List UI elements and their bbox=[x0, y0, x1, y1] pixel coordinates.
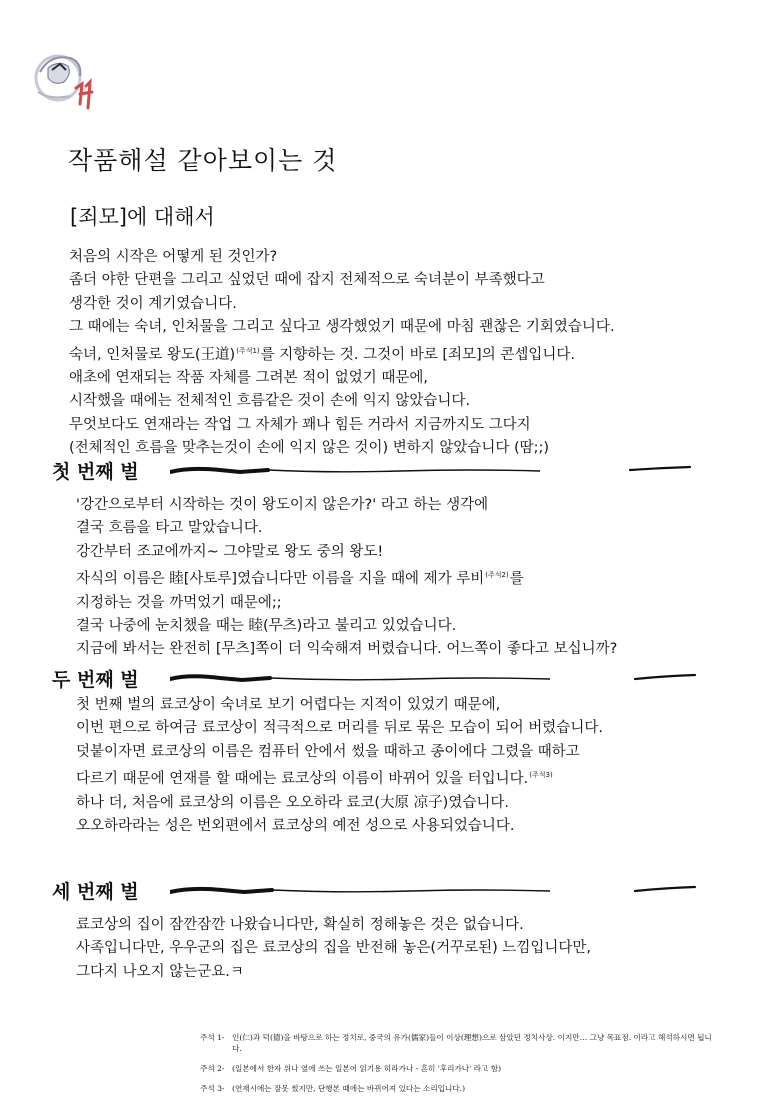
text-line: 료코상의 집이 잠깐잠깐 나왔습니다만, 확실히 정해놓은 것은 없습니다. bbox=[76, 917, 524, 933]
text-line: 시작했을 때에는 전체적인 흐름같은 것이 손에 익지 않았습니다. bbox=[69, 393, 471, 410]
text-line: 덧붙이자면 료코상의 이름은 컴퓨터 안에서 썼을 때하고 종이에다 그렸을 때하고 bbox=[76, 743, 580, 760]
text-line bbox=[76, 564, 617, 591]
page-subtitle: [죄모]에 대해서 bbox=[70, 205, 215, 229]
text-line bbox=[76, 764, 603, 791]
section-2-text bbox=[76, 694, 603, 838]
text-line: 첫 번째 벌의 료코상이 숙녀로 보기 어렵다는 지적이 있었기 때문에, bbox=[76, 697, 501, 713]
text-line: 그다지 나오지 않는군요.ㅋ bbox=[76, 963, 244, 980]
footnote-text: (일본에서 한자 위나 옆에 쓰는 일본어 읽기용 히라가나 - 흔히 '후리가나' 라고 함) bbox=[232, 1064, 502, 1073]
text-line: 결국 나중에 눈치챘을 때는 睦(무츠)라고 불리고 있었습니다. bbox=[76, 618, 457, 635]
text-segment: 를 bbox=[509, 571, 524, 588]
footnotes bbox=[200, 1032, 720, 1094]
text-line: 하나 더, 처음에 료코상의 이름은 오오하라 료코(大原 凉子)였습니다. bbox=[76, 794, 509, 811]
text-line: 좀더 야한 단편을 그리고 싶었던 때에 잡지 전체적으로 숙녀분이 부족했다고 bbox=[69, 272, 545, 289]
footnote-1 bbox=[200, 1032, 720, 1054]
footnote-marker-2: (주석2) bbox=[485, 571, 509, 580]
footnote-label: 주석 1- bbox=[200, 1033, 225, 1042]
section-heading-label: 첫 번째 벌 bbox=[52, 461, 139, 483]
text-line: 지정하는 것을 까먹었기 때문에;; bbox=[76, 594, 282, 611]
text-line: 무엇보다도 연재라는 작업 그 자체가 꽤나 힘든 거라서 지금까지도 그다지 bbox=[69, 416, 531, 433]
text-line: (전체적인 흐름을 맞추는것이 손에 익지 않은 것이) 변하지 않았습니다 (땀;;) bbox=[69, 440, 550, 457]
text-segment: 를 지향하는 것. 그것이 바로 [죄모]의 콘셉입니다. bbox=[260, 346, 575, 363]
footnote-label: 주석 2- bbox=[200, 1064, 225, 1073]
section-heading-label: 두 번째 벌 bbox=[52, 669, 139, 691]
footnote-text: (연재시에는 잘못 썼지만, 단행본 때에는 바뀌어져 있다는 소리입니다.) bbox=[232, 1084, 466, 1093]
text-line: 사족입니다만, 우우군의 집은 료코상의 집을 반전해 놓은(거꾸로된) 느낌입니다만, bbox=[76, 940, 592, 957]
text-line: 이번 편으로 하여금 료코상이 적극적으로 머리를 뒤로 묶은 모습이 되어 버렸습니다. bbox=[76, 720, 603, 737]
text-segment: 자식의 이름은 睦[사토루]였습니다만 이름을 지을 때에 제가 루비 bbox=[76, 571, 485, 588]
text-line: 애초에 연재되는 작품 자체를 그려본 적이 없었기 때문에, bbox=[69, 370, 429, 387]
brush-stroke-divider bbox=[170, 883, 700, 899]
footnote-label: 주석 3- bbox=[200, 1084, 225, 1093]
text-line: '강간으로부터 시작하는 것이 왕도이지 않은가?' 라고 하는 생각에 bbox=[76, 497, 489, 513]
footnote-2 bbox=[200, 1063, 720, 1074]
text-line: 지금에 봐서는 완전히 [무츠]쪽이 더 익숙해져 버렸습니다. 어느쪽이 좋다고 보십니까? bbox=[76, 641, 618, 658]
section-heading-2 bbox=[52, 665, 652, 693]
text-segment: 숙녀, 인처물로 왕도(王道) bbox=[69, 346, 236, 363]
footnote-marker-1: (주석1) bbox=[236, 346, 260, 355]
section-heading-label: 세 번째 벌 bbox=[52, 881, 139, 903]
text-line bbox=[69, 340, 615, 367]
footnote-3 bbox=[200, 1083, 720, 1094]
section-heading-1 bbox=[52, 457, 652, 485]
logo-emblem bbox=[30, 48, 108, 118]
text-segment: 다르기 때문에 연재를 할 때에는 료코상의 이름이 바뀌어 있을 터입니다. bbox=[76, 771, 529, 788]
text-line: 그 때에는 숙녀, 인처물을 그리고 싶다고 생각했었기 때문에 마침 괜찮은 기회였습니다. bbox=[69, 319, 615, 336]
text-line: 처음의 시작은 어떻게 된 것인가? bbox=[69, 249, 278, 265]
intro-text bbox=[69, 246, 615, 461]
footnote-text: 인(仁)과 덕(德)을 바탕으로 하는 정치로, 중국의 유가(儒家)들이 이상(理想)으로 삼았던 정치사상. 이지만… 그냥 목표점. 이라고 해석하시면 됩니다. bbox=[232, 1033, 712, 1053]
footnote-marker-3: (주석3) bbox=[529, 771, 553, 780]
text-line: 생각한 것이 계기였습니다. bbox=[69, 295, 237, 312]
brush-stroke-divider bbox=[170, 671, 700, 687]
section-3-text bbox=[76, 914, 591, 984]
text-line: 오오하라라는 성은 번외편에서 료코상의 예전 성으로 사용되었습니다. bbox=[76, 818, 515, 835]
section-1-text bbox=[76, 494, 617, 662]
section-heading-3 bbox=[52, 877, 652, 905]
brush-stroke-divider bbox=[170, 463, 700, 479]
page-title: 작품해설 같아보이는 것 bbox=[68, 146, 338, 175]
text-line: 결국 흐름을 타고 말았습니다. bbox=[76, 520, 263, 537]
text-line: 강간부터 조교에까지~ 그야말로 왕도 중의 왕도! bbox=[76, 543, 384, 560]
